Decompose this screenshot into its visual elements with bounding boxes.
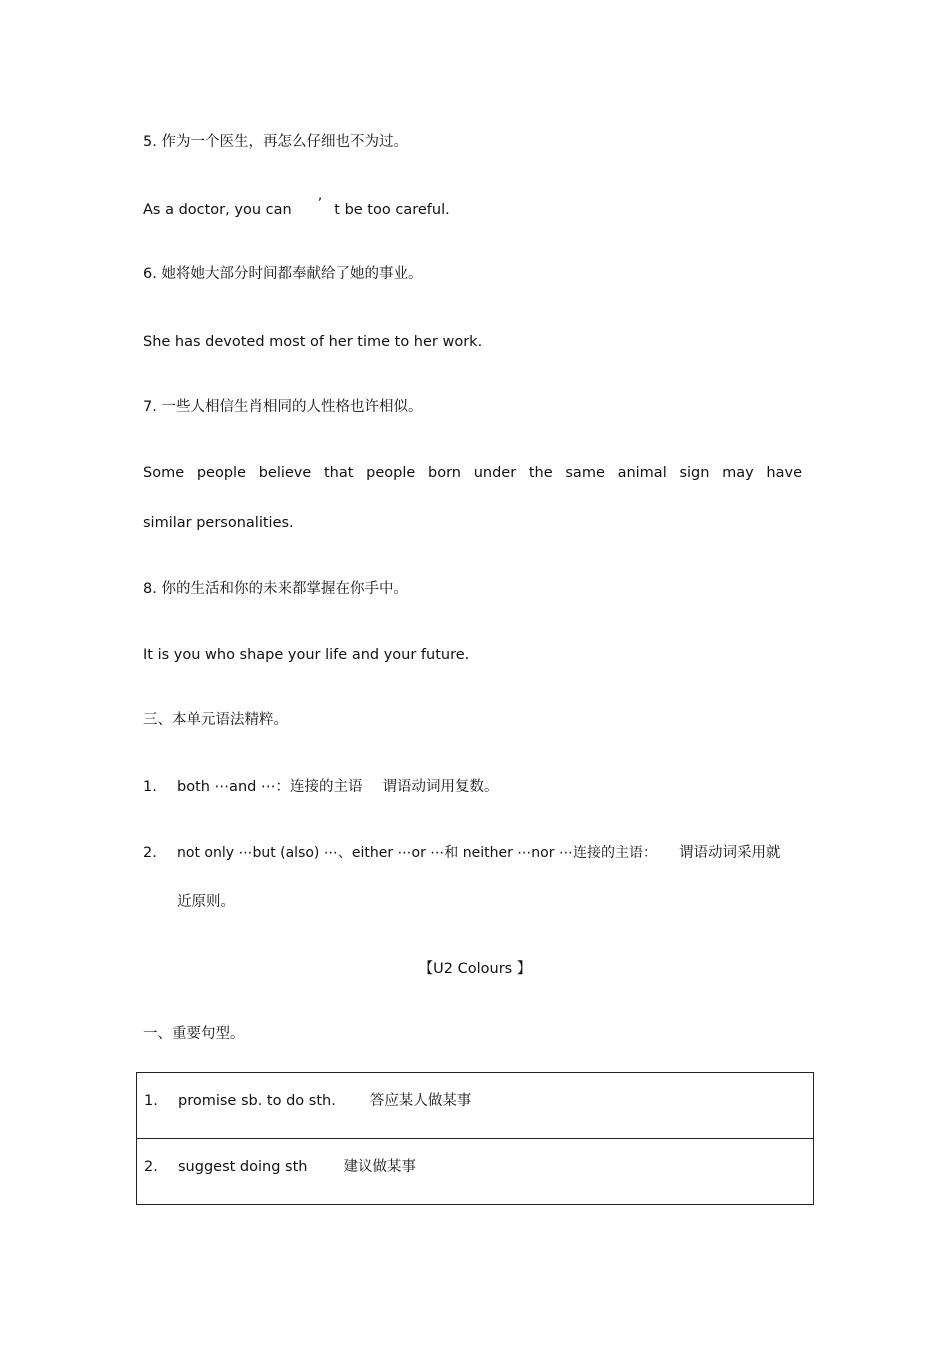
apostrophe-mark: ’ xyxy=(317,196,323,212)
item-7-chinese: 7. 一些人相信生肖相同的人性格也许相似。 xyxy=(143,399,423,415)
grammar-item-1 xyxy=(143,777,498,797)
word: may xyxy=(722,465,754,481)
word: animal xyxy=(617,465,667,481)
unit-title: 【U2 Colours 】 xyxy=(418,961,532,977)
row-chinese: 建议做某事 xyxy=(343,1159,416,1175)
grammar-heading: 三、本单元语法精粹。 xyxy=(143,712,288,728)
word: the xyxy=(528,465,553,481)
table-cell xyxy=(137,1139,814,1205)
grammar-item-2-text: not only ⋯but (also) ⋯、either ⋯or ⋯和 neither ⋯nor ⋯连接的主语： xyxy=(177,845,657,861)
item-8-chinese: 8. 你的生活和你的未来都掌握在你手中。 xyxy=(143,581,408,597)
row-english: promise sb. to do sth. xyxy=(178,1093,336,1109)
row-english: suggest doing sth xyxy=(178,1159,308,1175)
item-6-english: She has devoted most of her time to her work. xyxy=(143,334,483,350)
grammar-item-2-continuation: 近原则。 xyxy=(177,894,235,910)
table-cell xyxy=(137,1073,814,1139)
word: same xyxy=(565,465,605,481)
word: that xyxy=(324,465,354,481)
grammar-item-1-rest: 谓语动词用复数。 xyxy=(382,779,499,795)
section-heading-sentences: 一、重要句型。 xyxy=(143,1026,245,1042)
grammar-item-2-number: 2. xyxy=(143,845,157,861)
word: sign xyxy=(679,465,710,481)
row-number: 2. xyxy=(144,1159,158,1175)
grammar-item-1-text: both ⋯and ⋯：连接的主语 xyxy=(177,779,363,795)
grammar-item-2 xyxy=(143,843,780,863)
word: under xyxy=(473,465,517,481)
item-7-english-line-2: similar personalities. xyxy=(143,515,294,531)
word: Some xyxy=(143,465,185,481)
grammar-item-2-rest: 谓语动词采用就 xyxy=(678,845,781,861)
table-row xyxy=(137,1073,814,1139)
row-number: 1. xyxy=(144,1093,158,1109)
word: born xyxy=(428,465,461,481)
item-6-chinese: 6. 她将她大部分时间都奉献给了她的事业。 xyxy=(143,266,423,282)
word: people xyxy=(196,465,246,481)
word: have xyxy=(766,465,802,481)
item-5-chinese: 5. 作为一个医生，再怎么仔细也不为过。 xyxy=(143,134,408,150)
item-8-english: It is you who shape your life and your future. xyxy=(143,647,470,663)
word: people xyxy=(366,465,416,481)
item-5-english-part-b: t be too careful. xyxy=(334,202,450,218)
item-7-english-line-1 xyxy=(143,463,802,483)
sentence-pattern-table xyxy=(136,1072,814,1205)
row-chinese: 答应某人做某事 xyxy=(369,1093,472,1109)
table-row xyxy=(137,1139,814,1205)
item-5-english xyxy=(143,196,450,220)
word: believe xyxy=(258,465,312,481)
grammar-item-1-number: 1. xyxy=(143,779,157,795)
item-5-english-part-a: As a doctor, you can xyxy=(143,202,292,218)
